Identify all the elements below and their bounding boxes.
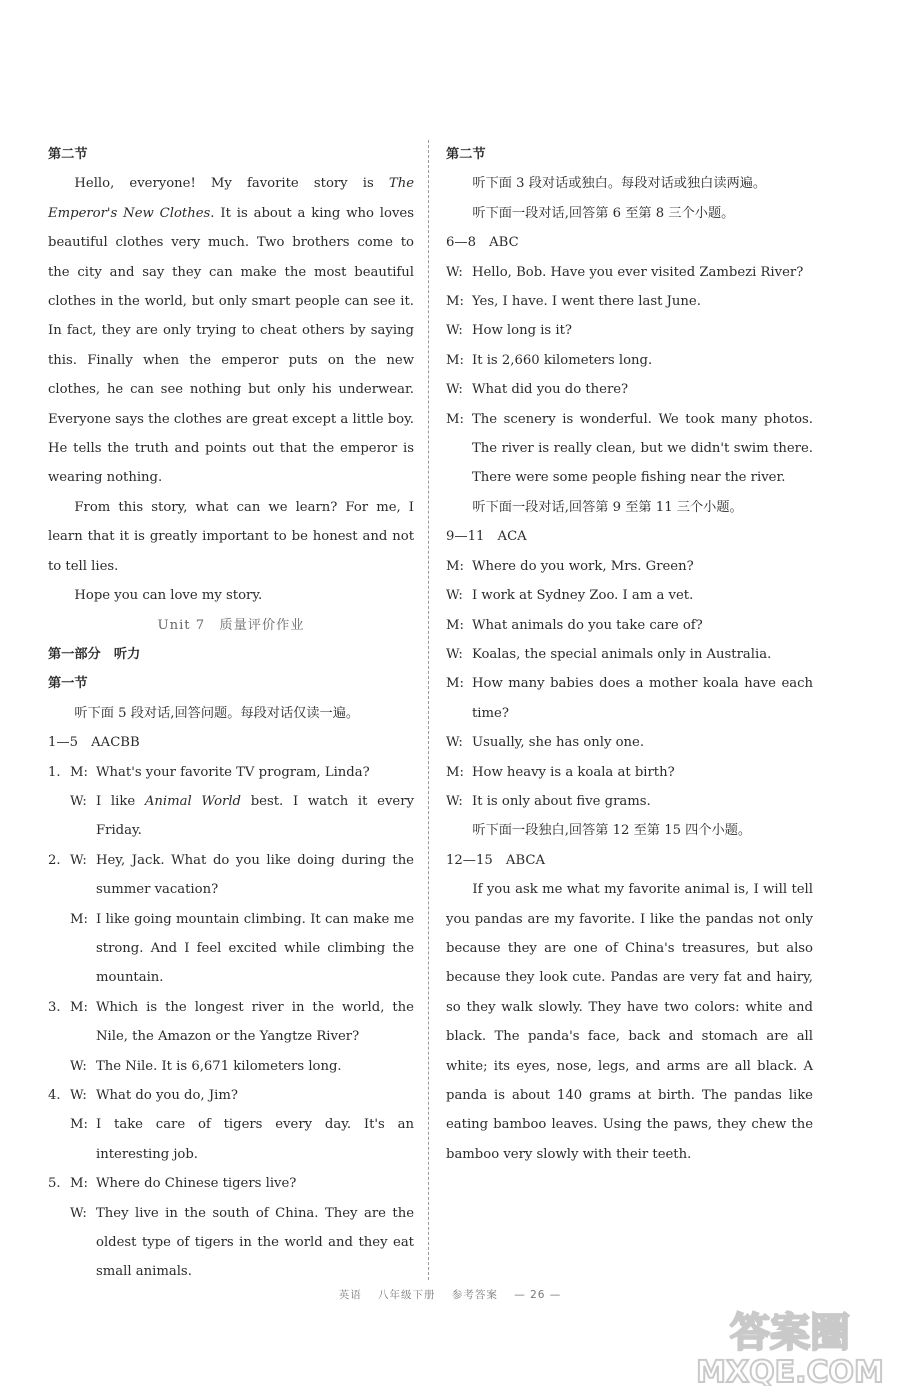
dialogue-line: What's your favorite TV program, Linda? (96, 764, 370, 780)
dialogue-5 (48, 1169, 414, 1287)
dialogue-line: I take care of tigers every day. It's an interesting job. (96, 1117, 414, 1162)
dialogue-line: What do you do, Jim? (96, 1088, 238, 1103)
watermark-graphic (690, 1300, 890, 1386)
column-divider (428, 140, 429, 1280)
page-number: — 26 — (514, 1289, 562, 1301)
dialogue-line: How long is it? (472, 323, 572, 339)
program-title: Animal World (144, 793, 241, 809)
dialogue-text: I like (96, 793, 145, 809)
answer-key: 6—8 ABC (446, 235, 519, 251)
dialogue-text: best. I watch it every Friday. (96, 793, 414, 839)
dialogue-line: How many babies does a mother koala have each time? (472, 676, 813, 721)
dialogue-number: 3. (48, 999, 61, 1015)
dialogue-number: 1. (48, 764, 61, 780)
right-column (446, 140, 813, 1169)
dialogue-6-8 (446, 258, 813, 493)
dialogue-line: Where do you work, Mrs. Green? (472, 558, 694, 574)
dialogue-line: Usually, she has only one. (472, 735, 645, 751)
section-heading: 第二节 (446, 147, 486, 162)
dialogue-line: Hello, Bob. Have you ever visited Zambezi River? (472, 264, 804, 280)
story-title: The Emperor's New Clothes (48, 176, 414, 221)
footer-subject: 英语 (338, 1289, 362, 1301)
dialogue-line: The Nile. It is 6,671 kilometers long. (96, 1058, 342, 1074)
instructions: 听下面 5 段对话,回答问题。每段对话仅读一遍。 (74, 705, 360, 721)
speaker: W: (70, 1058, 87, 1074)
dialogue-line: I like going mountain climbing. It can make me strong. And I feel excited while climbing the mountain. (96, 911, 414, 986)
watermark-text-top: 答案圈 (730, 1310, 850, 1356)
speaker: W: (446, 264, 463, 280)
dialogue-line: Koalas, the special animals only in Australia. (472, 646, 772, 662)
story-paragraph: Hope you can love my story. (74, 588, 263, 604)
dialogue-9-11 (446, 552, 813, 817)
speaker: M: (70, 1117, 88, 1133)
watermark-logo (690, 1300, 890, 1386)
speaker: M: (446, 764, 464, 780)
speaker: M: (70, 1176, 88, 1192)
unit-title: Unit 7 质量评价作业 (157, 617, 305, 633)
story-text: Hello, everyone! My favorite story is (74, 176, 389, 192)
speaker: W: (446, 735, 463, 751)
dialogue-line: It is only about five grams. (472, 793, 651, 809)
speaker: M: (446, 352, 464, 368)
instructions: 听下面一段独白,回答第 12 至第 15 四个小题。 (472, 823, 752, 839)
answer-key: 1—5 AACBB (48, 735, 140, 751)
dialogue-line: Which is the longest river in the world, the Nile, the Amazon or the Yangtze River? (96, 999, 414, 1045)
footer-grade: 八年级下册 (378, 1289, 436, 1301)
dialogue-line: How heavy is a koala at birth? (472, 764, 675, 780)
instructions: 听下面一段对话,回答第 6 至第 8 三个小题。 (472, 205, 735, 221)
speaker: M: (446, 676, 464, 692)
dialogue-number: 4. (48, 1088, 61, 1103)
answer-key: 12—15 ABCA (446, 852, 546, 868)
dialogue-line: I work at Sydney Zoo. I am a vet. (472, 588, 694, 604)
speaker: M: (446, 294, 464, 310)
footer-label: 参考答案 (451, 1289, 498, 1301)
dialogue-2 (48, 846, 414, 993)
dialogue-line: The scenery is wonderful. We took many photos. The river is really clean, but we didn't swim there. There were some people fishing near the river. (472, 411, 813, 486)
dialogue-line: It is 2,660 kilometers long. (472, 352, 653, 368)
dialogue-line: Where do Chinese tigers live? (96, 1176, 297, 1192)
speaker: M: (446, 617, 464, 633)
speaker: W: (70, 852, 87, 868)
speaker: M: (70, 764, 88, 780)
instructions: 听下面一段对话,回答第 9 至第 11 三个小题。 (472, 499, 743, 515)
dialogue-line: What did you do there? (472, 382, 629, 398)
speaker: W: (70, 1088, 87, 1103)
dialogue-number: 2. (48, 852, 61, 868)
speaker: M: (70, 911, 88, 927)
dialogue-1 (48, 758, 414, 846)
dialogue-line: Hey, Jack. What do you like doing during the summer vacation? (96, 852, 414, 898)
section-heading: 第二节 (48, 147, 88, 162)
speaker: W: (70, 1205, 87, 1221)
speaker: W: (446, 323, 463, 339)
speaker: W: (446, 588, 463, 604)
monologue: If you ask me what my favorite animal is, I will tell you pandas are my favorite. I like the pandas not only because they are one of China's treasures, but also because they look cute. Pandas are very fat and hairy, so they walk slowly. They have two colors: white and black. The panda's face, back and stomach are all white; its eyes, nose, legs, and arms are all black. A panda is about 140 grams at birth. The pandas like eating bamboo leaves. Using the paws, they chew the bamboo very slowly with their teeth. (446, 882, 813, 1162)
section-heading: 第一节 (48, 676, 88, 692)
dialogue-line: What animals do you take care of? (472, 617, 703, 633)
story-text: . It is about a king who loves beautiful clothes very much. Two brothers come to the city and say they can make the most beautiful clothes in the world, but only smart people can see it. In fact, they are only trying to cheat others by saying this. Finally when the emperor puts on the new clothes, he can see nothing but only his underwear. Everyone says the clothes are great except a little boy. He tells the truth and points out that the emperor is wearing nothing. (48, 205, 414, 486)
dialogue-4 (48, 1081, 414, 1169)
dialogue-line: They live in the south of China. They are the oldest type of tigers in the world and they eat small animals. (96, 1205, 414, 1280)
speaker: M: (446, 558, 464, 574)
dialogue-number: 5. (48, 1176, 61, 1192)
dialogue-line (96, 787, 414, 846)
story-paragraph (48, 169, 414, 492)
speaker: M: (446, 411, 464, 427)
story-paragraph: From this story, what can we learn? For me, I learn that it is greatly important to be honest and not to tell lies. (48, 499, 414, 574)
speaker: W: (446, 646, 463, 662)
speaker: W: (446, 382, 463, 398)
speaker: W: (70, 793, 87, 809)
part-heading: 第一部分 听力 (48, 646, 141, 662)
answer-key: 9—11 ACA (446, 529, 527, 545)
watermark-text-bottom: MXQE.COM (696, 1355, 884, 1386)
dialogue-3 (48, 993, 414, 1081)
speaker: W: (446, 793, 463, 809)
instructions: 听下面 3 段对话或独白。每段对话或独白读两遍。 (472, 176, 767, 192)
left-column (48, 140, 414, 1287)
speaker: M: (70, 999, 88, 1015)
dialogue-line: Yes, I have. I went there last June. (472, 294, 701, 310)
